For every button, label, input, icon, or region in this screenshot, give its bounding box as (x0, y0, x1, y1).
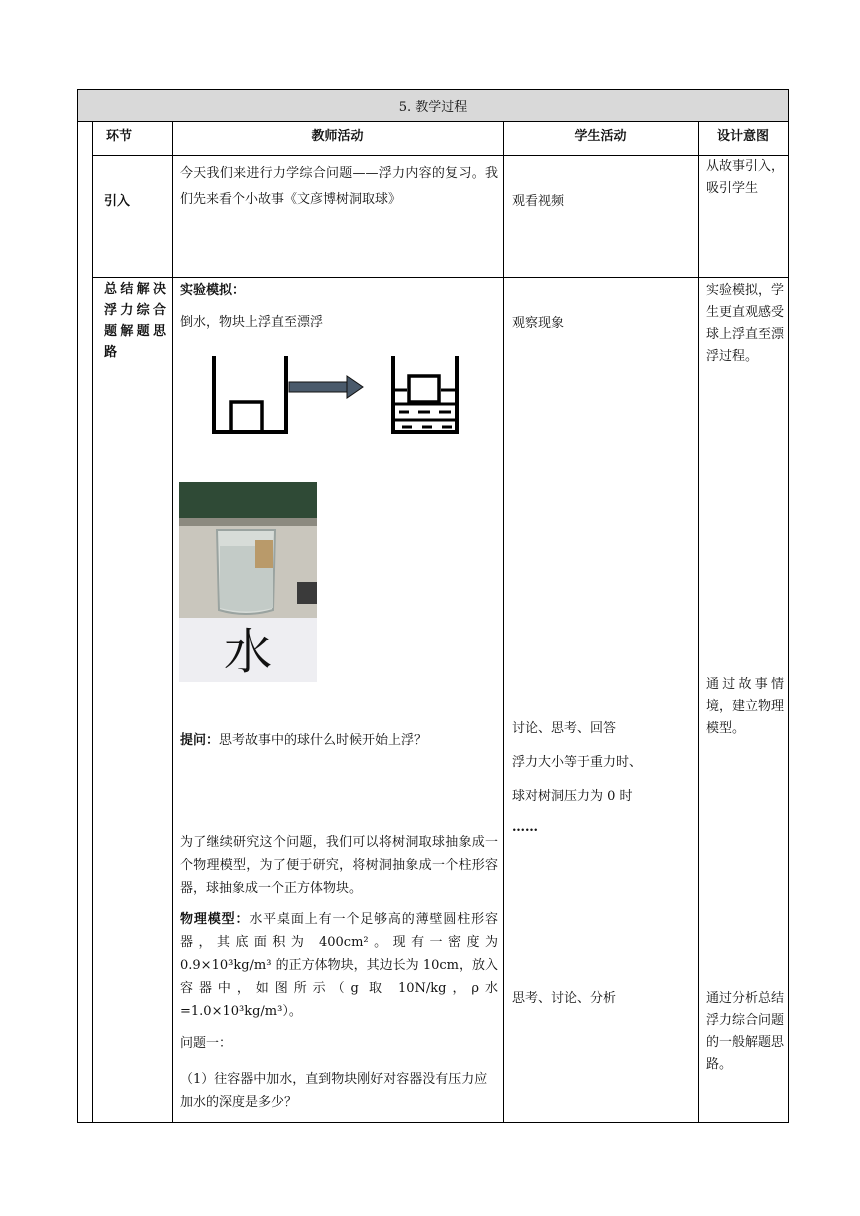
question-line (180, 730, 498, 751)
intent-experiment: 实验模拟，学生更直观感受球上浮直至漂浮过程。 (706, 283, 785, 364)
research-text: 为了继续研究这个问题，我们可以将树洞取球抽象成一个物理模型，为了便于研究，将树洞抽象成一个柱形容器，球抽象成一个正方体物块。 (180, 835, 498, 896)
model-label: 物理模型： (180, 912, 250, 927)
model-paragraph (180, 908, 498, 1023)
divider (92, 122, 93, 1122)
question-text: 思考故事中的球什么时候开始上浮？ (219, 733, 428, 748)
experiment-photo (179, 482, 317, 682)
intent-intro: 从故事引入，吸引学生 (706, 159, 785, 196)
beaker-diagram (206, 352, 466, 438)
teaching-process-table (77, 89, 789, 1123)
experiment-label: 实验模拟： (180, 283, 246, 298)
stage-summary: 总结解决浮力综合题解题思路 (104, 282, 166, 360)
divider (172, 122, 173, 1122)
student-observe: 观察现象 (512, 316, 565, 331)
header-student: 学生活动 (574, 129, 627, 144)
problem-title: 问题一： (180, 1036, 233, 1051)
header-intent: 设计意图 (716, 129, 769, 144)
divider (92, 155, 788, 156)
problem-1: （1）往容器中加水，直到物块刚好对容器没有压力应加水的深度是多少？ (180, 1072, 488, 1110)
student-think: 思考、讨论、分析 (512, 991, 617, 1006)
student-answer-1: 浮力大小等于重力时、 (512, 755, 643, 770)
intent-model: 通过故事情境，建立物理模型。 (706, 677, 785, 736)
intent-summary: 通过分析总结浮力综合问题的一般解题思路。 (706, 991, 785, 1072)
model-text: 水平桌面上有一个足够高的薄壁圆柱形容器，其底面积为 400cm²。现有一密度为 0.9×10³kg/m³ 的正方体物块，其边长为 10cm，放入容器中，如图所示（g 取 10N/kg，ρ水=1.0×10³kg/m³）。 (180, 912, 498, 1019)
divider (503, 122, 504, 1122)
teacher-intro: 今天我们来进行力学综合问题——浮力内容的复习。我们先来看个小故事《文彦博树洞取球》 (180, 166, 498, 207)
divider (92, 277, 788, 278)
stage-intro: 引入 (104, 194, 131, 209)
empty-beaker-icon (214, 356, 286, 432)
experiment-line (180, 280, 498, 301)
student-discuss: 讨论、思考、回答 (512, 721, 617, 736)
student-answer-2: 球对树洞压力为 0 时 (512, 789, 633, 804)
header-stage: 环节 (106, 129, 133, 144)
divider (698, 122, 699, 1122)
section-title: 5. 教学过程 (78, 90, 788, 122)
right-arrow-icon (289, 376, 363, 398)
water-beaker-icon (393, 356, 457, 432)
student-ellipsis: …… (512, 820, 538, 835)
photo-label: 水 (223, 624, 273, 680)
header-teacher: 教师活动 (311, 129, 364, 144)
question-label: 提问： (180, 733, 220, 748)
student-intro: 观看视频 (512, 194, 565, 209)
experiment-text: 倒水，物块上浮直至漂浮 (180, 315, 324, 330)
